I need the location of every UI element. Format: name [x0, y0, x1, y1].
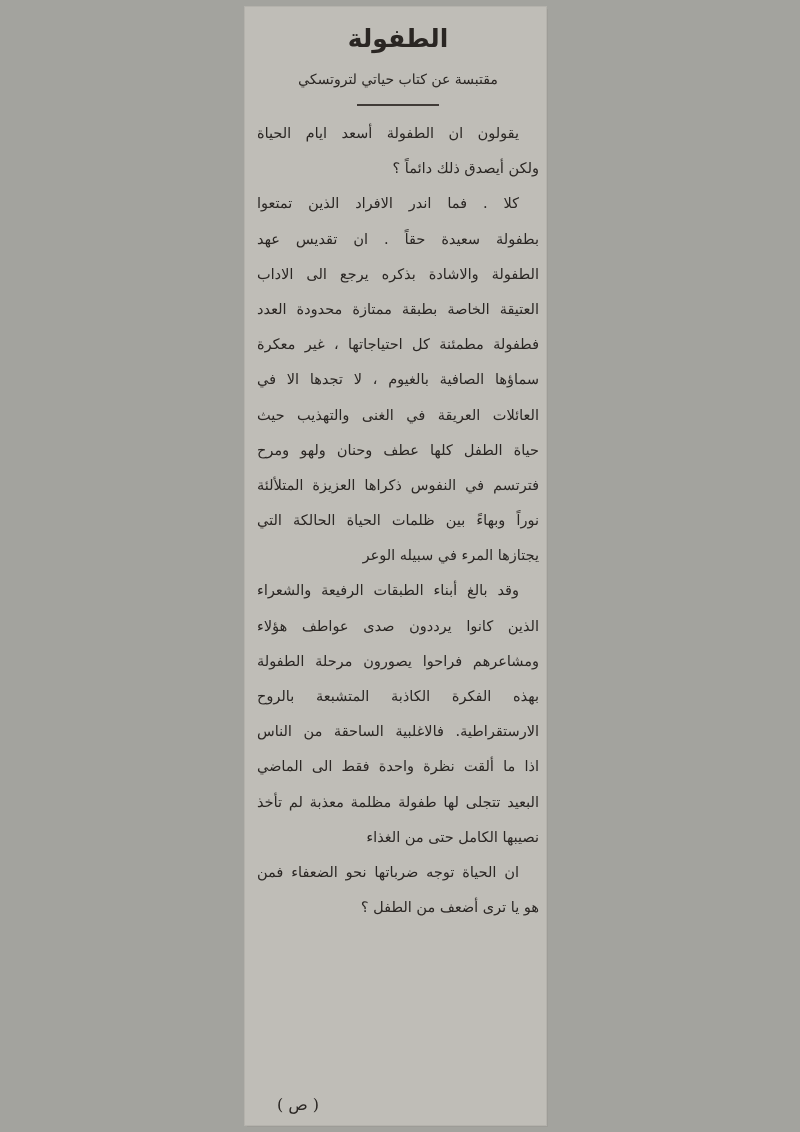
author-signature: ( ص ) — [277, 1095, 319, 1114]
newspaper-clipping — [245, 7, 546, 1125]
text-line: فترتسم في النفوس ذكراها العزيزة المتلألئة — [257, 477, 539, 494]
text-line: البعيد تتجلى لها طفولة مظلمة معذبة لم تأخذ — [257, 794, 539, 811]
article-body — [257, 117, 539, 926]
text-line: يقولون ان الطفولة أسعد ايام الحياة — [257, 126, 519, 142]
text-line: وقد بالغ أبناء الطبقات الرفيعة والشعراء — [257, 583, 519, 600]
text-line: ولكن أيصدق ذلك دائماً ؟ — [392, 161, 539, 178]
text-line: نصيبها الكامل حتى من الغذاء — [366, 829, 539, 846]
text-line: سماؤها الصافية بالغيوم ، لا تجدها الا في — [257, 372, 539, 389]
text-line: الطفولة والاشادة بذكره يرجع الى الاداب — [257, 266, 539, 283]
text-line: يجتازها المرء في سبيله الوعر — [362, 548, 539, 565]
text-line: اذا ما ألقت نظرة واحدة فقط الى الماضي — [257, 759, 539, 776]
text-line: الذين كانوا يرددون صدى عواطف هؤلاء — [257, 618, 539, 635]
text-line: ان الحياة توجه ضرباتها نحو الضعفاء فمن — [257, 864, 519, 881]
article-title: الطفولة — [347, 24, 449, 53]
text-line: بهذه الفكرة الكاذبة المتشبعة بالروح — [257, 689, 539, 705]
article-subtitle: مقتبسة عن كتاب حياتي لتروتسكي — [298, 72, 498, 88]
text-line: ومشاعرهم فراحوا يصورون مرحلة الطفولة — [257, 653, 539, 670]
text-line: كلا . فما اندر الافراد الذين تمتعوا — [257, 196, 519, 213]
text-line: بطفولة سعيدة حقاً . ان تقديس عهد — [257, 231, 539, 248]
text-line: الارستقراطية. فالاغلبية الساحقة من الناس — [257, 724, 539, 741]
title-divider — [357, 104, 439, 106]
text-line: حياة الطفل كلها عطف وحنان ولهو ومرح — [257, 442, 539, 459]
text-line: العائلات العريقة في الغنى والتهذيب حيث — [257, 407, 539, 424]
text-line: هو يا ترى أضعف من الطفل ؟ — [360, 900, 539, 917]
text-line: فطفولة مطمئنة كل احتياجاتها ، غير معكرة — [257, 337, 539, 354]
text-line: العتيقة الخاصة بطبقة ممتازة محدودة العدد — [257, 301, 539, 318]
text-line: نوراً وبهاءً بين ظلمات الحياة الحالكة التي — [257, 513, 539, 530]
